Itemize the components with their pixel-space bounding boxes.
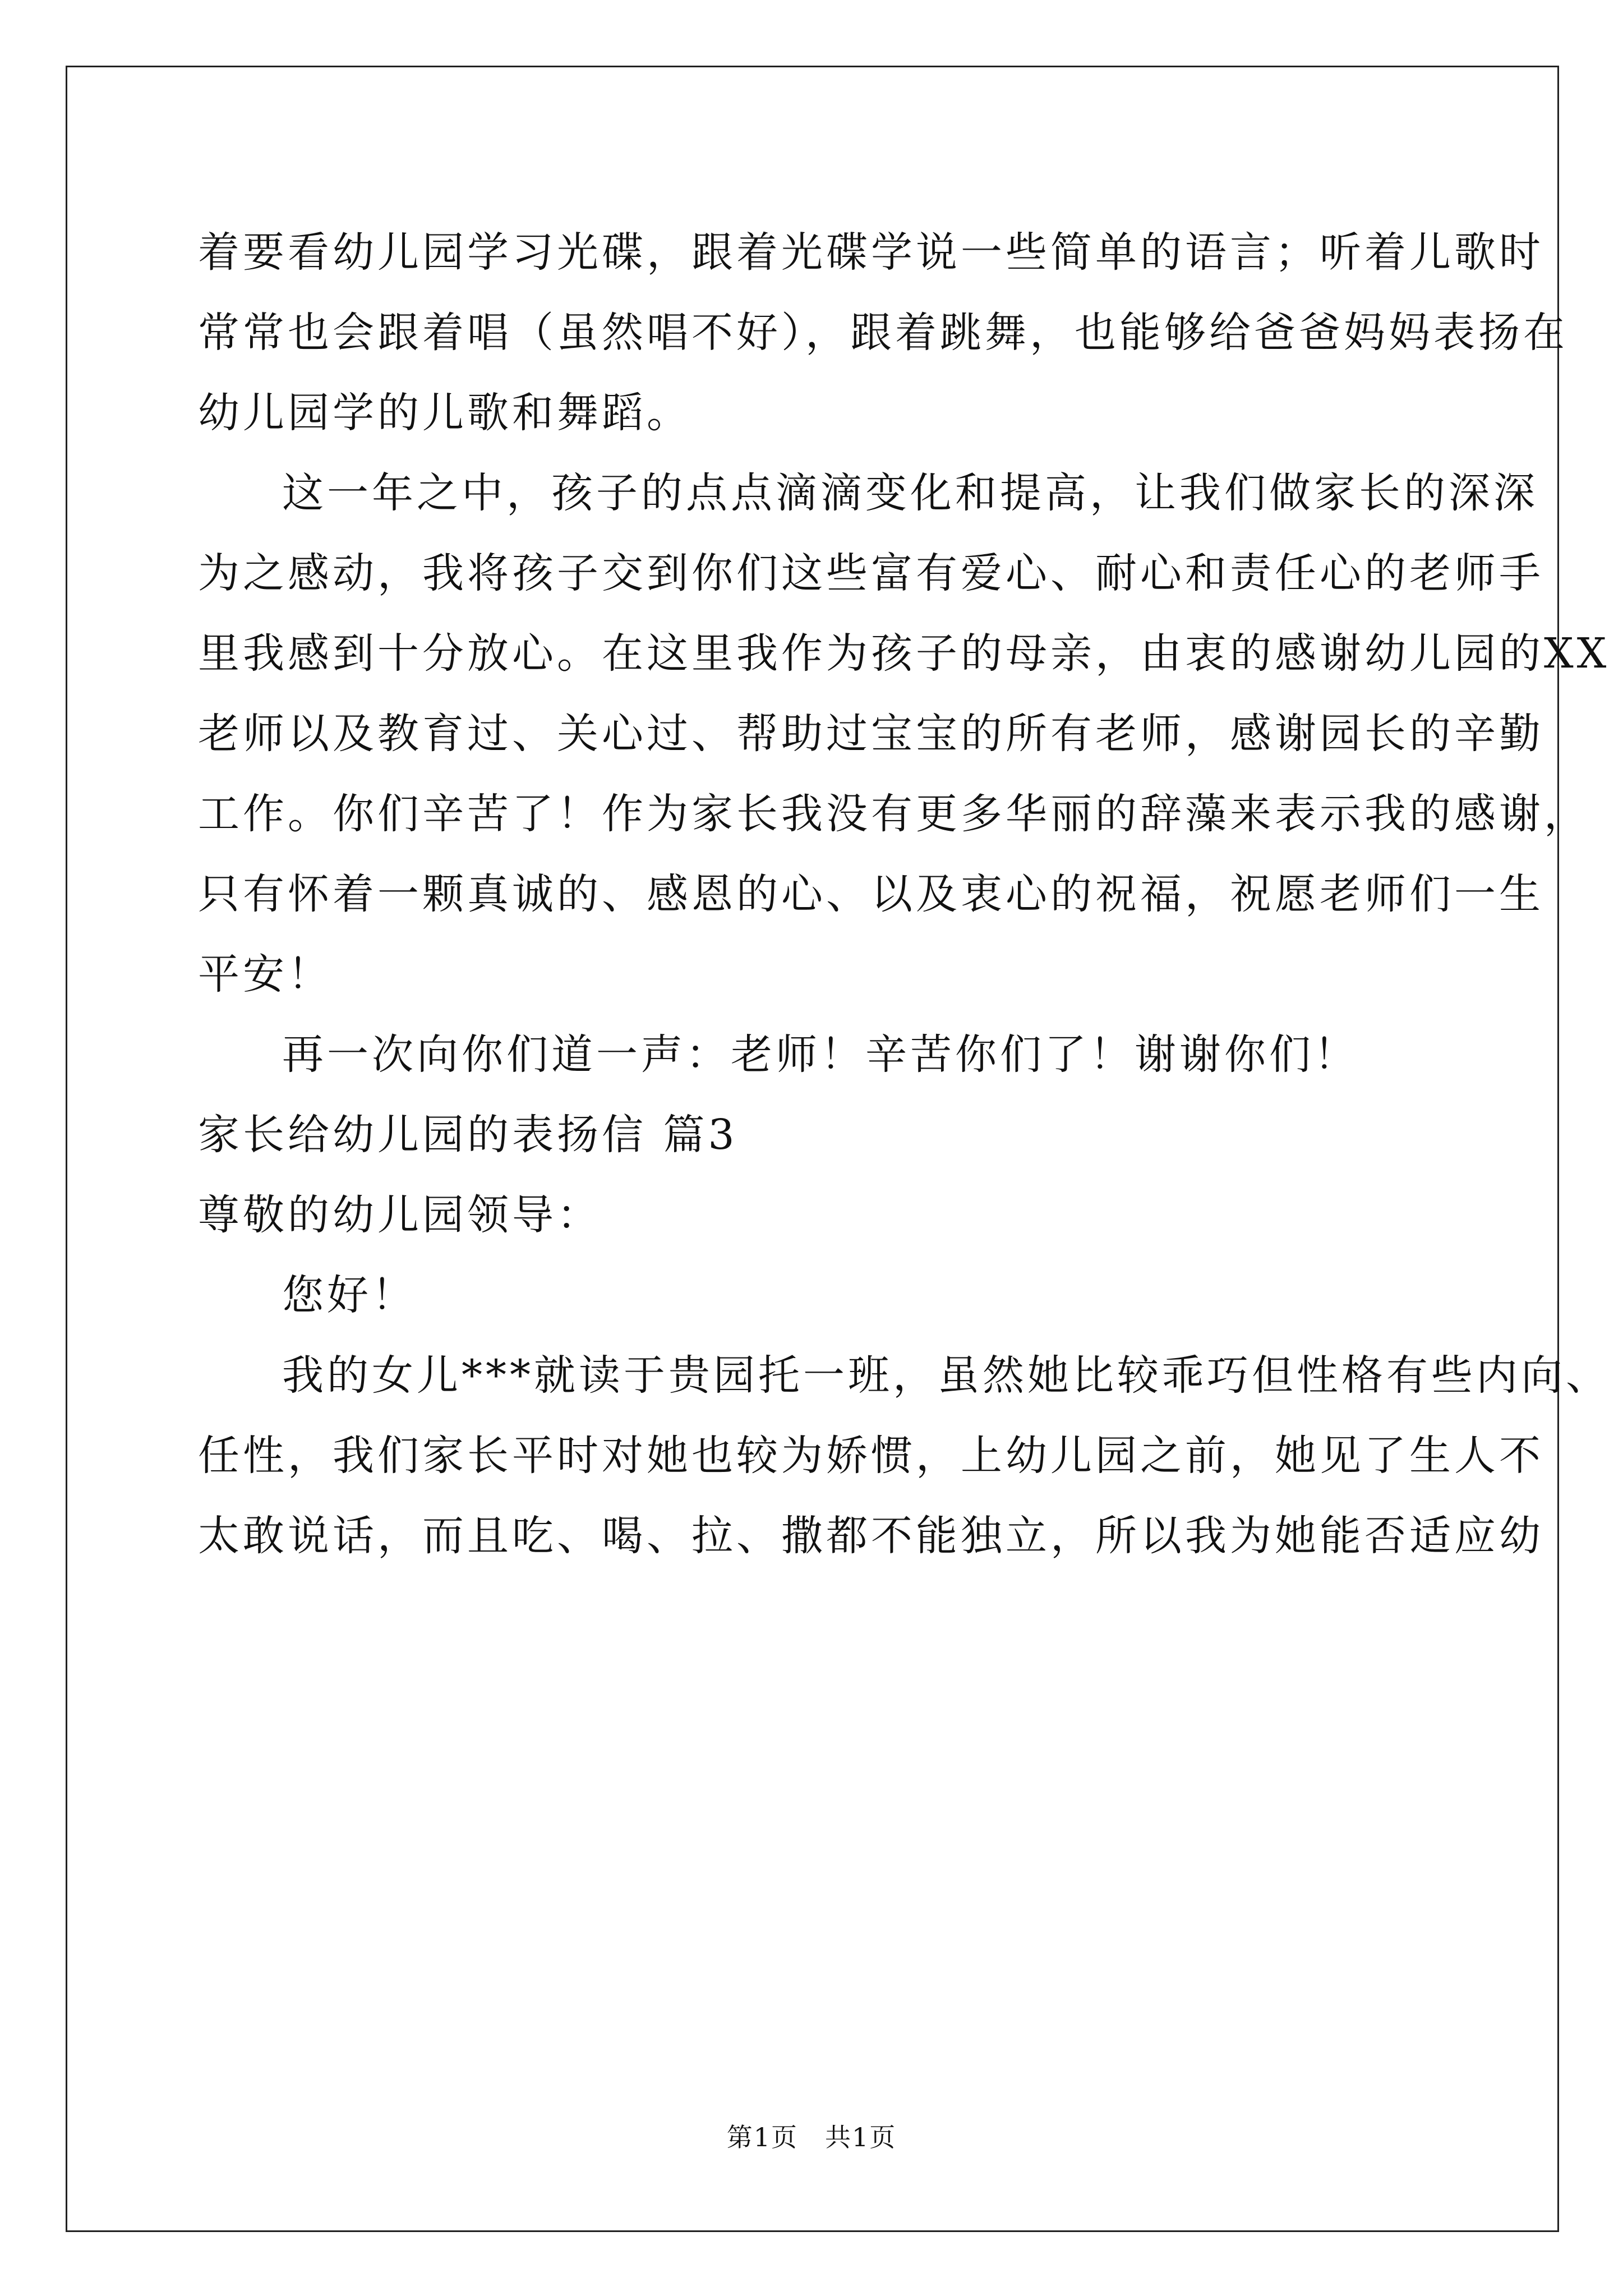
paragraph-start-line: 我的女儿***就读于贵园托一班，虽然她比较乖巧但性格有些内向、	[282, 1351, 1611, 1400]
page-number: 第1页 共1页	[726, 2122, 897, 2152]
text-line: 为之感动，我将孩子交到你们这些富有爱心、耐心和责任心的老师手	[198, 549, 1544, 597]
text-line: 里我感到十分放心。在这里我作为孩子的母亲，由衷的感谢幼儿园的XX	[198, 629, 1610, 678]
text-line: 平安！	[198, 950, 333, 999]
text-line: 老师以及教育过、关心过、帮助过宝宝的所有老师，感谢园长的辛勤	[198, 710, 1544, 758]
text-line: 只有怀着一颗真诚的、感恩的心、以及衷心的祝福，祝愿老师们一生	[198, 870, 1544, 918]
paragraph-start-line: 再一次向你们道一声：老师！辛苦你们了！谢谢你们！	[282, 1030, 1359, 1079]
greeting: 您好！	[282, 1271, 417, 1319]
text-line: 幼儿园学的儿歌和舞蹈。	[198, 389, 691, 437]
text-line: 任性，我们家长平时对她也较为娇惯，上幼儿园之前，她见了生人不	[198, 1432, 1544, 1480]
text-line: 常常也会跟着唱（虽然唱不好），跟着跳舞，也能够给爸爸妈妈表扬在	[198, 309, 1568, 357]
text-line: 太敢说话，而且吃、喝、拉、撒都不能独立，所以我为她能否适应幼	[198, 1512, 1544, 1560]
section-heading: 家长给幼儿园的表扬信 篇3	[198, 1111, 738, 1159]
text-line: 工作。你们辛苦了！作为家长我没有更多华丽的辞藻来表示我的感谢，	[198, 790, 1589, 838]
salutation: 尊敬的幼儿园领导：	[198, 1191, 602, 1239]
text-line: 着要看幼儿园学习光碟，跟着光碟学说一些简单的语言；听着儿歌时	[198, 228, 1544, 277]
paragraph-start-line: 这一年之中，孩子的点点滴滴变化和提高，让我们做家长的深深	[282, 469, 1538, 517]
